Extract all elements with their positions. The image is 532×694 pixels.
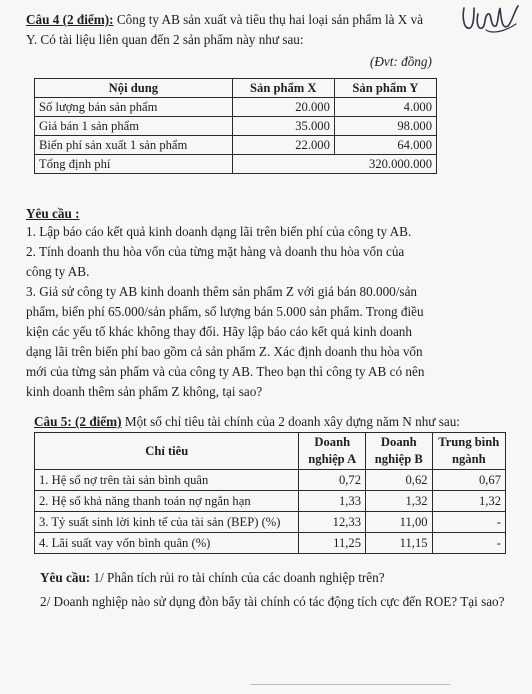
table-cell: - [432, 512, 505, 533]
table-header-cell: Doanh nghiệp B [366, 433, 433, 470]
table-cell: 0,67 [432, 470, 505, 491]
table-header-cell: Trung bình ngành [432, 433, 505, 470]
q4-req-line: kinh doanh thêm sản phẩm Z không, tại sao? [26, 384, 263, 399]
q4-requirements-title: Yêu cầu : [26, 206, 80, 221]
table-row [35, 512, 506, 533]
handwritten-signature-icon [458, 0, 522, 44]
q4-req-line: mới của từng sản phẩm và của công ty AB. Theo bạn thì công ty AB có nên [26, 364, 425, 379]
table-cell: 12,33 [299, 512, 366, 533]
q4-title: Câu 4 (2 điểm): [26, 12, 114, 27]
q4-req-line: dạng lãi trên biến phí bao gồm cả sản phẩm Z. Xác định doanh thu hòa vốn [26, 344, 423, 359]
table-cell: 1,33 [299, 491, 366, 512]
q5-title: Câu 5: (2 điểm) [34, 414, 122, 429]
table-cell: Biến phí sản xuất 1 sản phẩm [35, 136, 233, 155]
q4-intro-text1: Công ty AB sản xuất và tiêu thụ hai loại sản phẩm là X và [113, 12, 424, 27]
table-header-cell: Chỉ tiêu [35, 433, 299, 470]
q4-intro-line1 [26, 10, 423, 30]
table-row [35, 491, 506, 512]
q4-req-line: kiện các yếu tố khác không thay đổi. Hãy lập báo cáo kết quả kinh doanh [26, 324, 412, 339]
table-header-row [35, 79, 437, 98]
q4-unit-note: (Đvt: đồng) [370, 54, 432, 69]
q4-req-line: 3. Giả sử công ty AB kinh doanh thêm sản phẩm Z với giá bán 80.000/sản [26, 284, 418, 299]
table-cell: 11,15 [366, 533, 433, 554]
table-cell: 2. Hệ số khả năng thanh toán nợ ngắn hạn [35, 491, 299, 512]
table-cell: 320.000.000 [232, 155, 436, 174]
table-cell: 35.000 [232, 117, 334, 136]
table-cell: 3. Tỷ suất sinh lời kinh tế của tài sản (BEP) (%) [35, 512, 299, 533]
table-row [35, 136, 437, 155]
q4-req-line: 1. Lập báo cáo kết quả kinh doanh dạng lãi trên biến phí của công ty AB. [26, 224, 412, 239]
table-row [35, 155, 437, 174]
table-header-cell: Sản phẩm X [232, 79, 334, 98]
table-cell: 0,62 [366, 470, 433, 491]
table-cell: 98.000 [334, 117, 436, 136]
q5-req-label: Yêu cầu: [40, 570, 91, 585]
q4-req-line: công ty AB. [26, 264, 90, 279]
page-divider [250, 684, 450, 685]
table-row [35, 533, 506, 554]
q5-req-line2: 2/ Doanh nghiệp nào sử dụng đòn bẩy tài chính có tác động tích cực đến ROE? Tại sao? [40, 594, 505, 609]
q4-req-line: 2. Tính doanh thu hòa vốn của từng mặt hàng và doanh thu hòa vốn của [26, 244, 405, 259]
table-row [35, 117, 437, 136]
table-header-cell: Sản phẩm Y [334, 79, 436, 98]
table-cell: 20.000 [232, 98, 334, 117]
table-row [35, 470, 506, 491]
table-header-cell: Nội dung [35, 79, 233, 98]
q4-product-table [34, 78, 437, 174]
table-cell: Giá bán 1 sản phẩm [35, 117, 233, 136]
table-cell: 4. Lãi suất vay vốn bình quân (%) [35, 533, 299, 554]
table-cell: 1,32 [366, 491, 433, 512]
table-cell: 22.000 [232, 136, 334, 155]
q4-req-line: phẩm, biến phí 65.000/sản phẩm, số lượng bán 5.000 sản phẩm. Trong điều [26, 304, 424, 319]
q5-intro-line [34, 412, 460, 432]
table-cell: 11,25 [299, 533, 366, 554]
q4-intro-line2: Y. Có tài liệu liên quan đến 2 sản phẩm này như sau: [26, 32, 304, 47]
table-cell: 1. Hệ số nợ trên tài sản bình quân [35, 470, 299, 491]
table-cell: 11,00 [366, 512, 433, 533]
table-cell: 1,32 [432, 491, 505, 512]
table-row [35, 98, 437, 117]
table-cell: 4.000 [334, 98, 436, 117]
table-cell: - [432, 533, 505, 554]
table-cell: 0,72 [299, 470, 366, 491]
table-cell: Số lượng bán sản phẩm [35, 98, 233, 117]
q5-intro-text: Một số chỉ tiêu tài chính của 2 doanh xây dựng năm N như sau: [121, 414, 460, 429]
table-cell: Tổng định phí [35, 155, 233, 174]
table-header-row [35, 433, 506, 470]
table-header-cell: Doanh nghiệp A [299, 433, 366, 470]
q5-req-line1 [40, 568, 385, 588]
q5-req1-text: 1/ Phân tích rủi ro tài chính của các doanh nghiệp trên? [90, 570, 385, 585]
table-cell: 64.000 [334, 136, 436, 155]
q5-financial-table [34, 432, 506, 554]
